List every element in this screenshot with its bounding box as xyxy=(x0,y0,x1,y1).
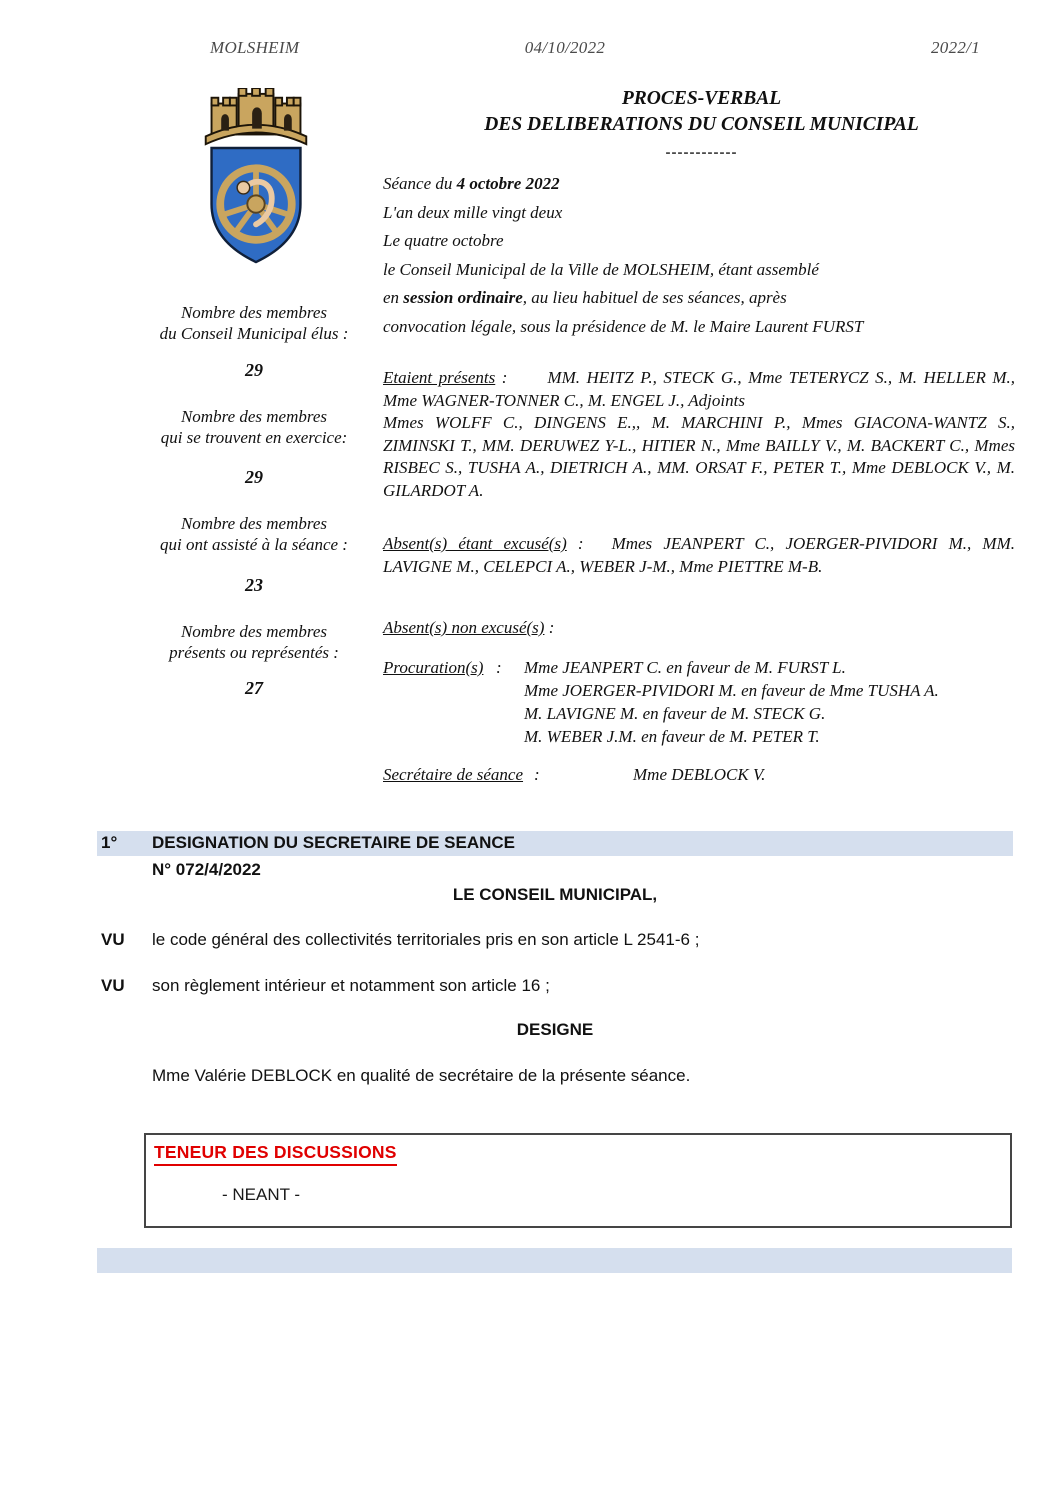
discussions-title: TENEUR DES DISCUSSIONS xyxy=(154,1142,397,1166)
presents-label: Etaient présents xyxy=(383,368,496,387)
header-ref: 2022/1 xyxy=(930,38,980,57)
vu-label: VU xyxy=(101,930,125,949)
seance-line4: le Conseil Municipal de la Ville de MOLSHEIM, étant assemblé xyxy=(383,259,819,279)
absents-excuses-label: Absent(s) étant excusé(s) xyxy=(383,534,567,553)
procuration-line: M. WEBER J.M. en faveur de M. PETER T. xyxy=(524,727,820,746)
absents-excuses-names: Mmes JEANPERT C., JOERGER-PIVIDORI M., MM. LAVIGNE M., CELEPCI A., WEBER J-M., Mme PIETTRE M-B. xyxy=(383,534,1015,576)
seance-line3: Le quatre octobre xyxy=(383,231,504,250)
seance-line2: L'an deux mille vingt deux xyxy=(383,202,563,222)
procuration-line: Mme JOERGER-PIVIDORI M. en faveur de Mme TUSHA A. xyxy=(524,681,939,700)
title-line2: DES DELIBERATIONS DU CONSEIL MUNICIPAL xyxy=(484,114,919,135)
membres-representes-value: 27 xyxy=(245,678,263,698)
presents-names-2: Mmes WOLFF C., DINGENS E.,, M. MARCHINI P., Mmes GIACONA-WANTZ S., ZIMINSKI T., MM. DERUWEZ Y-L., HITIER N., Mme BAILLY V., M. BACKERT C., Mmes RISBEC S., TUSHA A., DIETRICH A., MM. ORSAT F., PETER T., Mme DEBLOCK V., M. GILARDOT A. xyxy=(383,413,1015,500)
section-heading: DESIGNATION DU SECRETAIRE DE SEANCE xyxy=(152,833,516,852)
procurations-block: Procuration(s) : Mme JEANPERT C. en faveur de M. FURST L. Mme JOERGER-PIVIDORI M. en faveur de Mme TUSHA A. M. LAVIGNE M. en faveur de M. STECK G. M. WEBER J.M. en faveur de M. PETER T. xyxy=(383,657,1015,757)
coat-of-arms-icon xyxy=(198,88,314,266)
discussions-box xyxy=(144,1133,1012,1228)
presents-names-1: MM. HEITZ P., STECK G., Mme TETERYCZ S., M. HELLER M., Mme WAGNER-TONNER C., M. ENGEL J., Adjoints xyxy=(383,368,1015,410)
secretaire-value: Mme DEBLOCK V. xyxy=(633,765,766,784)
presents-block-2 xyxy=(383,412,1015,502)
section-number: 1° xyxy=(101,833,118,852)
designe-heading: DESIGNE xyxy=(516,1020,594,1039)
vu-row xyxy=(101,930,1013,952)
presents-block: Etaient présents : MM. HEITZ P., STECK G., Mme TETERYCZ S., M. HELLER M., Mme WAGNER-TONNER C., M. ENGEL J., Adjoints xyxy=(383,368,1015,410)
designe-text: Mme Valérie DEBLOCK en qualité de secrétaire de la présente séance. xyxy=(152,1066,691,1085)
absents-excuses-block: Absent(s) étant excusé(s) : Mmes JEANPERT C., JOERGER-PIVIDORI M., MM. LAVIGNE M., CELEPCI A., WEBER J-M., Mme PIETTRE M-B. xyxy=(383,534,1015,576)
membres-elus-value: 29 xyxy=(245,360,263,380)
molsheim-coat-of-arms xyxy=(198,88,314,266)
secretaire-block: Secrétaire de séance : Mme DEBLOCK V. xyxy=(383,764,1015,790)
bottom-accent-bar xyxy=(97,1248,1012,1273)
membres-exercice-value: 29 xyxy=(245,467,263,487)
secretaire-label: Secrétaire de séance xyxy=(383,765,524,784)
membres-exercice-label: Nombre des membres qui se trouvent en exercice: xyxy=(160,407,348,447)
deliberation-reference: N° 072/4/2022 xyxy=(152,860,261,879)
seance-line5: en session ordinaire, au lieu habituel de ses séances, après xyxy=(383,288,787,307)
vu-text: le code général des collectivités territoriales pris en son article L 2541-6 ; xyxy=(152,930,700,949)
seance-line6: convocation légale, sous la présidence de M. le Maire Laurent FURST xyxy=(383,316,864,336)
header-date: 04/10/2022 xyxy=(524,38,606,57)
membres-elus-label: Nombre des membres du Conseil Municipal élus : xyxy=(159,303,349,343)
document-title xyxy=(390,86,1013,138)
title-line1: PROCES-VERBAL xyxy=(621,88,782,109)
council-heading: LE CONSEIL MUNICIPAL, xyxy=(452,885,658,904)
title-separator: ------------ xyxy=(665,144,738,161)
vu-row xyxy=(101,976,1013,998)
discussions-content: - NEANT - xyxy=(222,1185,301,1204)
vu-text: son règlement intérieur et notamment son article 16 ; xyxy=(152,976,550,995)
membres-representes-label: Nombre des membres présents ou représentés : xyxy=(169,622,339,662)
procuration-line: Mme JEANPERT C. en faveur de M. FURST L. xyxy=(524,658,846,677)
procuration-line: M. LAVIGNE M. en faveur de M. STECK G. xyxy=(524,704,826,723)
membres-assiste-value: 23 xyxy=(245,575,263,595)
absents-non-excuses-block: Absent(s) non excusé(s) : xyxy=(383,618,555,637)
vu-label: VU xyxy=(101,976,125,995)
header-city: MOLSHEIM xyxy=(210,38,300,57)
membres-assiste-label: Nombre des membres qui ont assisté à la séance : xyxy=(160,514,348,554)
seance-intro xyxy=(383,170,1013,341)
procurations-label: Procuration(s) xyxy=(383,658,484,677)
absents-non-excuses-label: Absent(s) non excusé(s) xyxy=(383,618,545,637)
seance-date-line: Séance du 4 octobre 2022 xyxy=(383,174,560,193)
